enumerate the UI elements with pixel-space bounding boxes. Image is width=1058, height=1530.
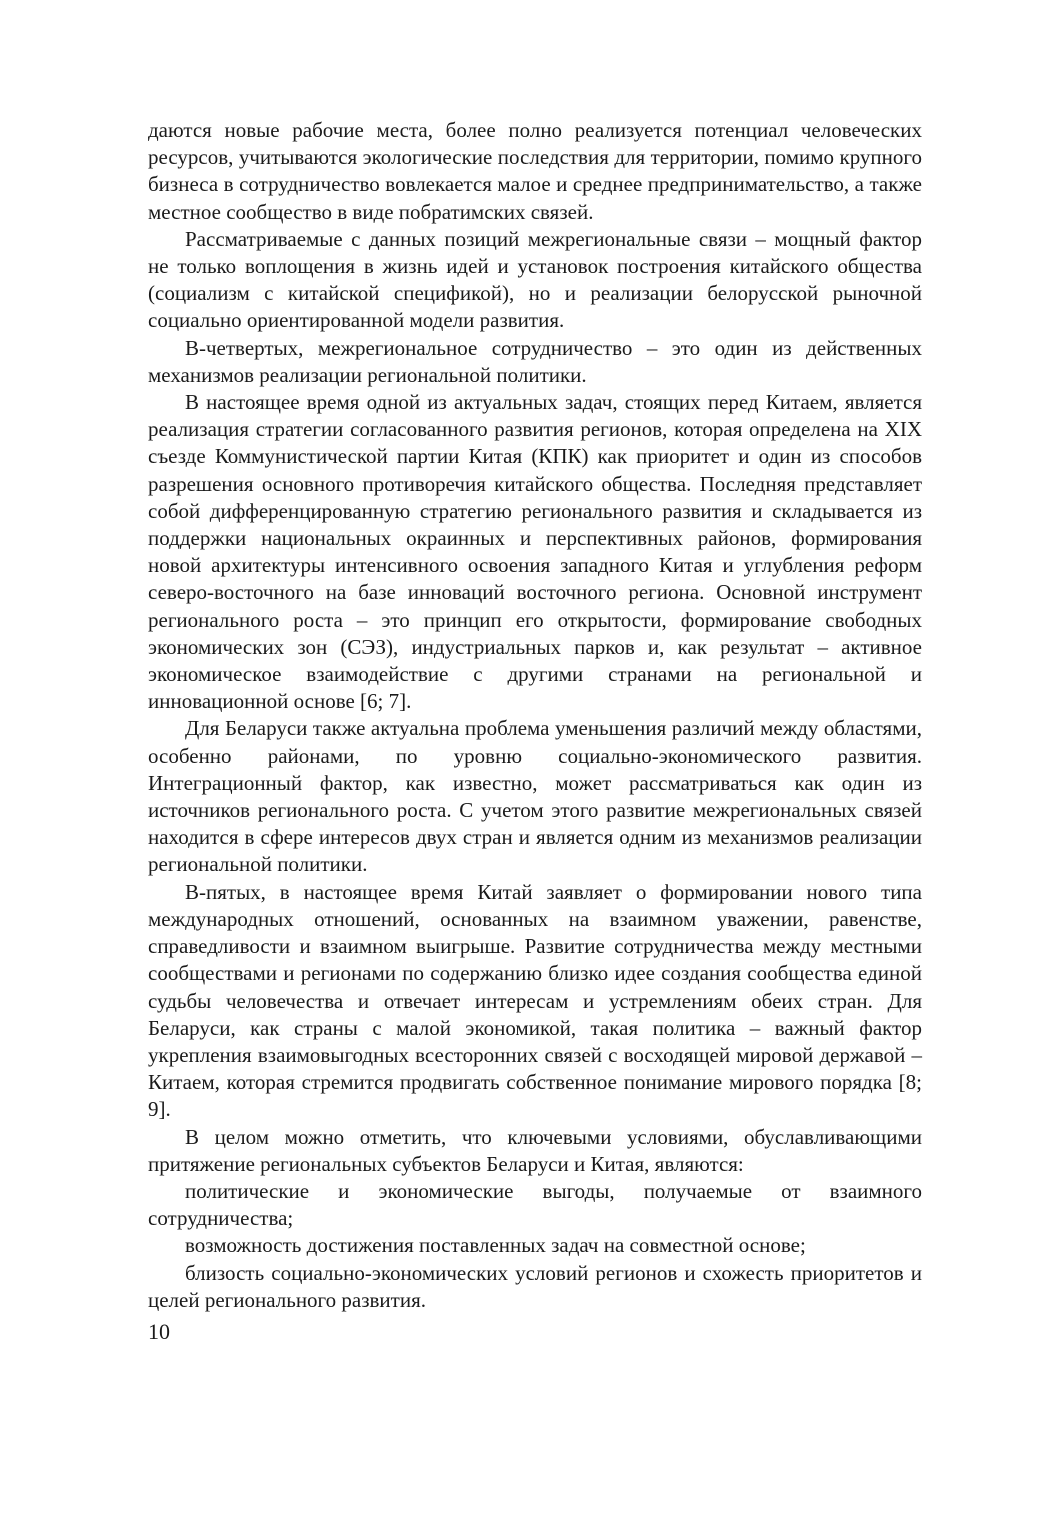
paragraph: В-пятых, в настоящее время Китай заявляет о формировании нового типа международных отношений, основанных на взаимном уважении, равенстве, справедливости и взаимном выигрыше. Развитие сотрудничества между местными сообществами и регионами по содержанию близко идее создания сообщества единой судьбы человечества и отвечает интересам и устремлениям обеих стран. Для Беларуси, как страны с малой экономикой, такая политика – важный фактор укрепления взаимовыгодных всесторонних связей с восходящей мировой державой – Китаем, которая стремится продвигать собственное понимание мирового порядка [8; 9]. xyxy=(148,879,922,1122)
paragraph: Для Беларуси также актуальна проблема уменьшения различий между областями, особенно районами, по уровню социально-экономического развития. Интеграционный фактор, как известно, может рассматриваться как один из источников регионального роста. С учетом этого развитие межрегиональных связей находится в сфере интересов двух стран и является одним из механизмов реализации региональной политики. xyxy=(148,716,922,877)
list-item: возможность достижения поставленных задач на совместной основе; xyxy=(185,1233,806,1258)
list-item: близость социально-экономических условий регионов и схожесть приоритетов и целей регионального развития. xyxy=(148,1260,922,1312)
paragraph: В-четвертых, межрегиональное сотрудничество – это один из действенных механизмов реализации региональной политики. xyxy=(148,335,922,387)
paragraph: Рассматриваемые с данных позиций межрегиональные связи – мощный фактор не только воплощения в жизнь идей и установок построения китайского общества (социализм с китайской спецификой), но и реализации белорусской рыночной социально ориентированной модели развития. xyxy=(148,226,922,333)
list-item: политические и экономические выгоды, получаемые от взаимного сотрудничества; xyxy=(148,1178,922,1231)
paragraph: В целом можно отметить, что ключевыми условиями, обуславливающими притяжение региональных субъектов Беларуси и Китая, являются: xyxy=(148,1124,922,1176)
page-body xyxy=(148,117,922,1314)
page-number: 10 xyxy=(148,1319,170,1344)
paragraph-continuation: даются новые рабочие места, более полно реализуется потенциал человеческих ресурсов, учитываются экологические последствия для территории, помимо крупного бизнеса в сотрудничество вовлекается малое и среднее предпринимательство, а также местное сообщество в виде побратимских связей. xyxy=(148,118,922,224)
paragraph: В настоящее время одной из актуальных задач, стоящих перед Китаем, является реализация стратегии согласованного развития регионов, которая определена на XIX съезде Коммунистической партии Китая (КПК) как приоритет и один из способов разрешения основного противоречия китайского общества. Последняя представляет собой дифференцированную стратегию регионального развития и складывается из поддержки национальных окраинных и перспективных районов, формирования новой архитектуры интенсивного освоения западного Китая и углубления реформ северо-восточного на базе инноваций восточного региона. Основной инструмент регионального роста – это принцип его открытости, формирование свободных экономических зон (СЭЗ), индустриальных парков и, как результат – активное экономическое взаимодействие с другими странами на региональной и инновационной основе [6; 7]. xyxy=(148,390,922,714)
